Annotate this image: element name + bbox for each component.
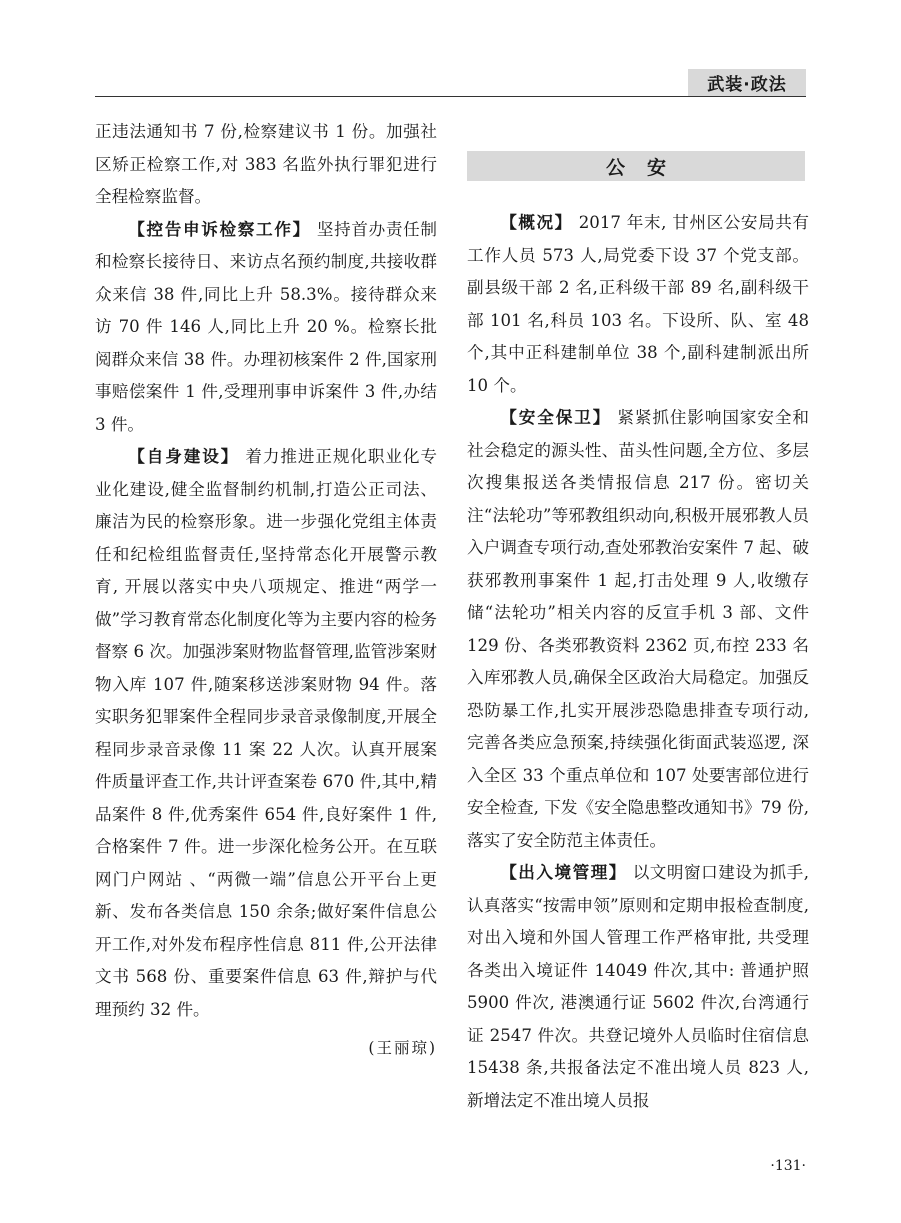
paragraph-heading: 【概况】 (500, 213, 573, 232)
paragraph-heading: 【出入境管理】 (500, 863, 627, 882)
paragraph-heading: 【安全保卫】 (500, 408, 612, 427)
right-column (467, 207, 809, 1117)
paragraph-exit-entry (467, 857, 809, 1117)
paragraph-text: 以文明窗口建设为抓手,认真落实“按需申领”原则和定期申报检查制度,对出入境和外国人管理工作严格审批, 共受理各类出入境证件 14049 件次,其中: 普通护照 5900 件次, 港澳通行证 5602 件次,台湾通行证 2547 件次。共登记境外人员临时住宿信息 15438 条,共报备法定不准出境人员 823 人,新增法定不准出境人员报 (467, 863, 810, 1110)
paragraph-self-building (95, 441, 437, 1026)
left-column (95, 116, 437, 1065)
paragraph-text: 坚持首办责任制和检察长接待日、来访点名预约制度,共接收群众来信 38 件,同比上升 58.3%。接待群众来访 70 件 146 人,同比上升 20 %。检察长批阅群众来信 38 件。办理初核案件 2 件,国家刑事赔偿案件 1 件,受理刑事申诉案件 3 件,办结 3 件。 (95, 219, 438, 434)
paragraph-overview (467, 207, 809, 402)
paragraph-heading: 【自身建设】 (128, 447, 240, 466)
header-rule (95, 96, 806, 97)
paragraph-text: 着力推进正规化职业化专业化建设,健全监督制约机制,打造公正司法、廉洁为民的检察形象。进一步强化党组主体责任和纪检组监督责任,坚持常态化开展警示教育, 开展以落实中央八项规定、推进“两学一做”学习教育常态化制度化等为主要内容的检务督察 6 次。加强涉案财物监督管理,监管涉案财物入库 107 件,随案移送涉案财物 94 件。落实职务犯罪案件全程同步录音录像制度,开展全程同步录音录像 11 案 22 人次。认真开展案件质量评查工作,共计评查案卷 670 件,其中,精品案件 8 件,优秀案件 654 件,良好案件 1 件,合格案件 7 件。进一步深化检务公开。在互联网门户网站 、“两微一端”信息公开平台上更新、发布各类信息 150 余条;做好案件信息公开工作,对外发布程序性信息 811 件,公开法律文书 568 份、重要案件信息 63 件,辩护与代理预约 32 件。 (95, 447, 438, 1019)
paragraph-heading: 【控告申诉检察工作】 (128, 219, 311, 239)
section-title-public-security: 公安 (467, 151, 805, 181)
continuation-paragraph: 正违法通知书 7 份,检察建议书 1 份。加强社区矫正检察工作,对 383 名监外执行罪犯进行全程检察监督。 (95, 122, 437, 206)
page-number: ·131· (770, 1158, 806, 1174)
paragraph-security (467, 402, 809, 857)
paragraph-text: 紧紧抓住影响国家安全和社会稳定的源头性、苗头性问题,全方位、多层次搜集报送各类情报信息 217 份。密切关注“法轮功”等邪教组织动向,积极开展邪教人员入户调查专项行动,查处邪教治安案件 7 起、破获邪教刑事案件 1 起,打击处理 9 人,收缴存储“法轮功”相关内容的反宣手机 3 部、文件 129 份、各类邪教资料 2362 页,布控 233 名入库邪教人员,确保全区政治大局稳定。加强反恐防暴工作,扎实开展涉恐隐患排查专项行动,完善各类应急预案,持续强化街面武装巡逻, 深入全区 33 个重点单位和 107 处要害部位进行安全检查, 下发《安全隐患整改通知书》79 份,落实了安全防范主体责任。 (467, 408, 810, 850)
paragraph-text: 2017 年末, 甘州区公安局共有工作人员 573 人,局党委下设 37 个党支部。副县级干部 2 名,正科级干部 89 名,副科级干部 101 名,科员 103 名。下设所、队、室 48 个,其中正科建制单位 38 个,副科建制派出所 10 个。 (467, 213, 810, 395)
running-head-title: 武装·政法 (688, 69, 806, 96)
paragraph-complaint-procuratorial (95, 214, 437, 442)
author-byline: (王丽琼) (368, 1039, 437, 1057)
